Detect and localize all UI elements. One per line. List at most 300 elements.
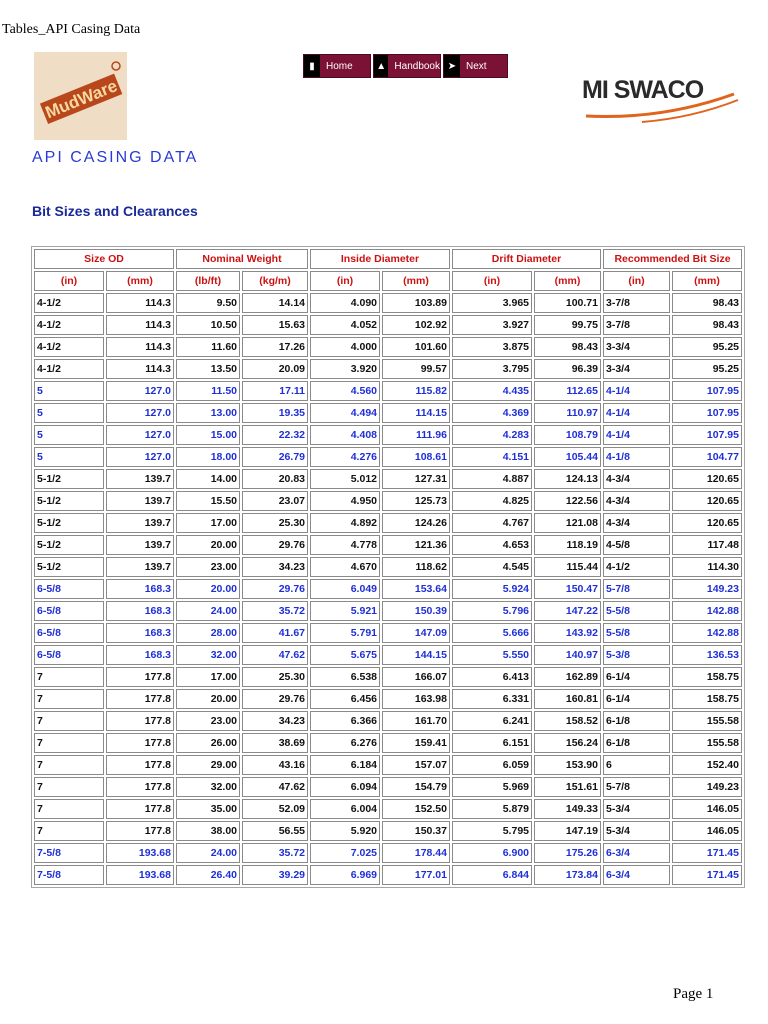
table-cell: 177.8 [106, 711, 174, 731]
table-cell: 6.241 [452, 711, 532, 731]
table-cell: 115.82 [382, 381, 450, 401]
table-cell: 5.920 [310, 821, 380, 841]
table-cell: 139.7 [106, 491, 174, 511]
table-cell: 127.0 [106, 403, 174, 423]
table-cell: 5.666 [452, 623, 532, 643]
table-cell: 114.3 [106, 315, 174, 335]
table-cell: 114.3 [106, 293, 174, 313]
table-cell: 35.00 [176, 799, 240, 819]
table-cell: 6-5/8 [34, 601, 104, 621]
table-cell: 4.892 [310, 513, 380, 533]
nav-bar [303, 54, 508, 78]
table-row [34, 403, 742, 423]
table-cell: 6.276 [310, 733, 380, 753]
next-arrow-icon: ➤ [444, 55, 460, 77]
table-cell: 13.00 [176, 403, 240, 423]
table-cell: 150.39 [382, 601, 450, 621]
table-cell: 127.0 [106, 381, 174, 401]
table-cell: 122.56 [534, 491, 601, 511]
table-cell: 98.43 [672, 315, 742, 335]
table-cell: 3-7/8 [603, 293, 670, 313]
table-cell: 4.887 [452, 469, 532, 489]
table-cell: 5-7/8 [603, 777, 670, 797]
table-cell: 25.30 [242, 667, 308, 687]
table-cell: 24.00 [176, 843, 240, 863]
table-cell: 32.00 [176, 645, 240, 665]
table-cell: 155.58 [672, 711, 742, 731]
table-cell: 6-1/8 [603, 711, 670, 731]
table-cell: 153.90 [534, 755, 601, 775]
table-cell: 177.8 [106, 777, 174, 797]
table-cell: 120.65 [672, 513, 742, 533]
table-cell: 103.89 [382, 293, 450, 313]
table-cell: 4.090 [310, 293, 380, 313]
table-cell: 96.39 [534, 359, 601, 379]
table-cell: 17.26 [242, 337, 308, 357]
table-cell: 5-5/8 [603, 623, 670, 643]
home-label: Home [326, 60, 353, 72]
table-cell: 43.16 [242, 755, 308, 775]
table-cell: 157.07 [382, 755, 450, 775]
table-row [34, 337, 742, 357]
table-cell: 143.92 [534, 623, 601, 643]
table-cell: 38.69 [242, 733, 308, 753]
table-row [34, 755, 742, 775]
table-cell: 168.3 [106, 579, 174, 599]
table-cell: 4.052 [310, 315, 380, 335]
table-cell: 108.79 [534, 425, 601, 445]
table-cell: 120.65 [672, 491, 742, 511]
table-row [34, 315, 742, 335]
table-cell: 156.24 [534, 733, 601, 753]
table-cell: 114.3 [106, 337, 174, 357]
table-cell: 18.00 [176, 447, 240, 467]
table-row [34, 381, 742, 401]
table-cell: 158.75 [672, 689, 742, 709]
table-row [34, 601, 742, 621]
table-cell: 4-1/2 [34, 293, 104, 313]
table-cell: 52.09 [242, 799, 308, 819]
table-cell: 15.00 [176, 425, 240, 445]
table-cell: 193.68 [106, 865, 174, 885]
table-cell: 163.98 [382, 689, 450, 709]
table-cell: 7 [34, 667, 104, 687]
table-cell: 161.70 [382, 711, 450, 731]
table-cell: 29.76 [242, 535, 308, 555]
casing-table-container [31, 246, 745, 888]
table-cell: 6-5/8 [34, 623, 104, 643]
table-cell: 150.47 [534, 579, 601, 599]
table-cell: 34.23 [242, 557, 308, 577]
table-cell: 4-1/4 [603, 403, 670, 423]
table-cell: 4-1/2 [34, 315, 104, 335]
column-group-header: Nominal Weight [176, 249, 308, 269]
table-cell: 127.0 [106, 447, 174, 467]
table-cell: 4.778 [310, 535, 380, 555]
table-cell: 38.00 [176, 821, 240, 841]
table-cell: 7 [34, 755, 104, 775]
table-row [34, 645, 742, 665]
table-cell: 11.60 [176, 337, 240, 357]
table-cell: 25.30 [242, 513, 308, 533]
table-cell: 4.545 [452, 557, 532, 577]
table-cell: 6.331 [452, 689, 532, 709]
unit-header: (in) [452, 271, 532, 291]
logo-text: MudWare [42, 76, 121, 123]
table-cell: 118.19 [534, 535, 601, 555]
table-cell: 173.84 [534, 865, 601, 885]
table-cell: 5.921 [310, 601, 380, 621]
table-cell: 5.550 [452, 645, 532, 665]
table-cell: 168.3 [106, 601, 174, 621]
table-cell: 121.36 [382, 535, 450, 555]
table-cell: 139.7 [106, 469, 174, 489]
column-group-header: Inside Diameter [310, 249, 450, 269]
table-cell: 158.75 [672, 667, 742, 687]
table-cell: 5 [34, 447, 104, 467]
table-cell: 4.283 [452, 425, 532, 445]
table-cell: 98.43 [534, 337, 601, 357]
table-cell: 168.3 [106, 623, 174, 643]
table-cell: 26.40 [176, 865, 240, 885]
table-cell: 120.65 [672, 469, 742, 489]
handbook-icon: ▲ [374, 55, 388, 77]
table-cell: 98.43 [672, 293, 742, 313]
casing-data-table [31, 246, 745, 888]
table-cell: 149.33 [534, 799, 601, 819]
table-cell: 3.927 [452, 315, 532, 335]
table-cell: 5.795 [452, 821, 532, 841]
table-cell: 23.00 [176, 557, 240, 577]
table-cell: 4.000 [310, 337, 380, 357]
table-cell: 159.41 [382, 733, 450, 753]
table-cell: 108.61 [382, 447, 450, 467]
table-cell: 152.50 [382, 799, 450, 819]
table-cell: 47.62 [242, 777, 308, 797]
table-cell: 6 [603, 755, 670, 775]
table-cell: 13.50 [176, 359, 240, 379]
table-cell: 115.44 [534, 557, 601, 577]
table-cell: 4.950 [310, 491, 380, 511]
table-cell: 4.670 [310, 557, 380, 577]
table-cell: 175.26 [534, 843, 601, 863]
unit-header: (mm) [672, 271, 742, 291]
table-cell: 6-5/8 [34, 579, 104, 599]
table-cell: 24.00 [176, 601, 240, 621]
table-cell: 23.07 [242, 491, 308, 511]
table-cell: 127.0 [106, 425, 174, 445]
table-cell: 5-3/4 [603, 799, 670, 819]
table-row [34, 733, 742, 753]
table-cell: 22.32 [242, 425, 308, 445]
unit-header: (kg/m) [242, 271, 308, 291]
table-cell: 5 [34, 403, 104, 423]
table-cell: 14.14 [242, 293, 308, 313]
table-cell: 171.45 [672, 865, 742, 885]
table-cell: 3.920 [310, 359, 380, 379]
table-cell: 3-3/4 [603, 359, 670, 379]
table-cell: 35.72 [242, 843, 308, 863]
table-cell: 114.30 [672, 557, 742, 577]
table-cell: 26.79 [242, 447, 308, 467]
table-cell: 7 [34, 821, 104, 841]
table-cell: 20.09 [242, 359, 308, 379]
table-cell: 26.00 [176, 733, 240, 753]
table-cell: 6.004 [310, 799, 380, 819]
table-cell: 125.73 [382, 491, 450, 511]
table-cell: 23.00 [176, 711, 240, 731]
table-cell: 117.48 [672, 535, 742, 555]
table-cell: 177.8 [106, 821, 174, 841]
table-cell: 14.00 [176, 469, 240, 489]
table-cell: 177.8 [106, 799, 174, 819]
table-cell: 4-1/2 [34, 359, 104, 379]
table-cell: 7 [34, 733, 104, 753]
table-cell: 114.3 [106, 359, 174, 379]
table-cell: 4.408 [310, 425, 380, 445]
mudware-logo [34, 52, 127, 140]
table-cell: 15.50 [176, 491, 240, 511]
table-cell: 32.00 [176, 777, 240, 797]
unit-header: (in) [310, 271, 380, 291]
table-cell: 5.969 [452, 777, 532, 797]
table-cell: 4-1/4 [603, 381, 670, 401]
table-cell: 99.75 [534, 315, 601, 335]
table-cell: 124.13 [534, 469, 601, 489]
table-cell: 110.97 [534, 403, 601, 423]
table-row [34, 359, 742, 379]
table-cell: 3.795 [452, 359, 532, 379]
table-cell: 112.65 [534, 381, 601, 401]
mi-swaco-logo [582, 76, 742, 126]
table-row [34, 447, 742, 467]
table-cell: 4-1/4 [603, 425, 670, 445]
table-cell: 177.01 [382, 865, 450, 885]
table-cell: 139.7 [106, 535, 174, 555]
table-cell: 6-1/8 [603, 733, 670, 753]
table-cell: 6.094 [310, 777, 380, 797]
table-cell: 6.844 [452, 865, 532, 885]
table-cell: 3.875 [452, 337, 532, 357]
table-cell: 177.8 [106, 667, 174, 687]
table-cell: 6.900 [452, 843, 532, 863]
table-group-header-row [34, 249, 742, 269]
table-cell: 124.26 [382, 513, 450, 533]
page-number: Page 1 [673, 986, 714, 1002]
table-cell: 177.8 [106, 733, 174, 753]
table-cell: 6.413 [452, 667, 532, 687]
table-cell: 95.25 [672, 337, 742, 357]
table-unit-header-row [34, 271, 742, 291]
table-row [34, 513, 742, 533]
table-cell: 150.37 [382, 821, 450, 841]
table-cell: 19.35 [242, 403, 308, 423]
table-cell: 6-1/4 [603, 689, 670, 709]
table-cell: 5.796 [452, 601, 532, 621]
table-cell: 4-3/4 [603, 469, 670, 489]
table-cell: 7 [34, 711, 104, 731]
table-cell: 4.151 [452, 447, 532, 467]
table-cell: 101.60 [382, 337, 450, 357]
table-cell: 7 [34, 689, 104, 709]
next-label: Next [466, 60, 487, 72]
table-cell: 5-1/2 [34, 469, 104, 489]
table-cell: 56.55 [242, 821, 308, 841]
home-icon: ▮ [304, 55, 320, 77]
table-cell: 5-7/8 [603, 579, 670, 599]
table-row [34, 535, 742, 555]
handbook-button[interactable] [373, 54, 441, 78]
table-cell: 28.00 [176, 623, 240, 643]
table-cell: 7-5/8 [34, 843, 104, 863]
table-cell: 17.00 [176, 513, 240, 533]
table-cell: 5-1/2 [34, 557, 104, 577]
table-cell: 6-5/8 [34, 645, 104, 665]
table-cell: 5.675 [310, 645, 380, 665]
unit-header: (in) [603, 271, 670, 291]
table-cell: 95.25 [672, 359, 742, 379]
table-cell: 20.00 [176, 579, 240, 599]
table-cell: 6-3/4 [603, 865, 670, 885]
table-cell: 35.72 [242, 601, 308, 621]
table-cell: 6.366 [310, 711, 380, 731]
table-cell: 7.025 [310, 843, 380, 863]
table-cell: 4.767 [452, 513, 532, 533]
table-cell: 136.53 [672, 645, 742, 665]
table-row [34, 799, 742, 819]
table-cell: 100.71 [534, 293, 601, 313]
table-cell: 6.059 [452, 755, 532, 775]
home-button[interactable] [303, 54, 371, 78]
table-cell: 139.7 [106, 513, 174, 533]
table-cell: 4-5/8 [603, 535, 670, 555]
table-cell: 146.05 [672, 821, 742, 841]
table-cell: 29.00 [176, 755, 240, 775]
table-cell: 4.369 [452, 403, 532, 423]
table-cell: 3-7/8 [603, 315, 670, 335]
table-row [34, 469, 742, 489]
table-cell: 29.76 [242, 579, 308, 599]
table-row [34, 623, 742, 643]
table-cell: 160.81 [534, 689, 601, 709]
table-cell: 4.825 [452, 491, 532, 511]
column-group-header: Drift Diameter [452, 249, 601, 269]
table-cell: 5-1/2 [34, 491, 104, 511]
table-cell: 5-3/4 [603, 821, 670, 841]
table-cell: 3-3/4 [603, 337, 670, 357]
table-cell: 5-3/8 [603, 645, 670, 665]
table-cell: 144.15 [382, 645, 450, 665]
table-cell: 20.83 [242, 469, 308, 489]
table-row [34, 293, 742, 313]
table-cell: 6.151 [452, 733, 532, 753]
table-cell: 155.58 [672, 733, 742, 753]
table-cell: 3.965 [452, 293, 532, 313]
table-cell: 6-1/4 [603, 667, 670, 687]
table-cell: 4-1/2 [34, 337, 104, 357]
table-cell: 147.22 [534, 601, 601, 621]
table-cell: 4-3/4 [603, 513, 670, 533]
handbook-label: Handbook [394, 60, 440, 72]
table-cell: 4-1/8 [603, 447, 670, 467]
table-cell: 4.276 [310, 447, 380, 467]
table-cell: 127.31 [382, 469, 450, 489]
table-cell: 102.92 [382, 315, 450, 335]
table-cell: 5.791 [310, 623, 380, 643]
table-cell: 4-1/2 [603, 557, 670, 577]
table-cell: 4.653 [452, 535, 532, 555]
table-cell: 158.52 [534, 711, 601, 731]
section-subtitle: Bit Sizes and Clearances [32, 203, 198, 219]
table-cell: 6.049 [310, 579, 380, 599]
table-cell: 177.8 [106, 689, 174, 709]
unit-header: (mm) [534, 271, 601, 291]
table-cell: 41.67 [242, 623, 308, 643]
table-cell: 5-1/2 [34, 513, 104, 533]
table-row [34, 667, 742, 687]
table-row [34, 777, 742, 797]
table-cell: 104.77 [672, 447, 742, 467]
table-cell: 114.15 [382, 403, 450, 423]
table-cell: 6.538 [310, 667, 380, 687]
table-row [34, 579, 742, 599]
table-cell: 146.05 [672, 799, 742, 819]
next-button[interactable] [443, 54, 508, 78]
column-group-header: Size OD [34, 249, 174, 269]
table-cell: 20.00 [176, 535, 240, 555]
table-row [34, 843, 742, 863]
table-cell: 5 [34, 425, 104, 445]
table-cell: 10.50 [176, 315, 240, 335]
unit-header: (lb/ft) [176, 271, 240, 291]
table-cell: 118.62 [382, 557, 450, 577]
table-cell: 17.00 [176, 667, 240, 687]
table-cell: 5.924 [452, 579, 532, 599]
table-cell: 15.63 [242, 315, 308, 335]
table-cell: 7 [34, 777, 104, 797]
table-row [34, 865, 742, 885]
table-cell: 99.57 [382, 359, 450, 379]
table-cell: 107.95 [672, 381, 742, 401]
table-cell: 193.68 [106, 843, 174, 863]
table-cell: 4.435 [452, 381, 532, 401]
table-cell: 6-3/4 [603, 843, 670, 863]
table-cell: 154.79 [382, 777, 450, 797]
table-cell: 149.23 [672, 579, 742, 599]
table-cell: 6.969 [310, 865, 380, 885]
table-cell: 107.95 [672, 403, 742, 423]
page-title: API CASING DATA [32, 149, 199, 166]
table-cell: 178.44 [382, 843, 450, 863]
table-cell: 4-3/4 [603, 491, 670, 511]
document-header: Tables_API Casing Data [2, 22, 141, 37]
table-cell: 153.64 [382, 579, 450, 599]
table-cell: 7 [34, 799, 104, 819]
table-cell: 121.08 [534, 513, 601, 533]
unit-header: (mm) [382, 271, 450, 291]
unit-header: (in) [34, 271, 104, 291]
table-cell: 111.96 [382, 425, 450, 445]
table-cell: 6.456 [310, 689, 380, 709]
table-cell: 5 [34, 381, 104, 401]
table-cell: 11.50 [176, 381, 240, 401]
table-cell: 151.61 [534, 777, 601, 797]
table-cell: 7-5/8 [34, 865, 104, 885]
table-row [34, 711, 742, 731]
table-cell: 105.44 [534, 447, 601, 467]
table-cell: 107.95 [672, 425, 742, 445]
table-cell: 177.8 [106, 755, 174, 775]
